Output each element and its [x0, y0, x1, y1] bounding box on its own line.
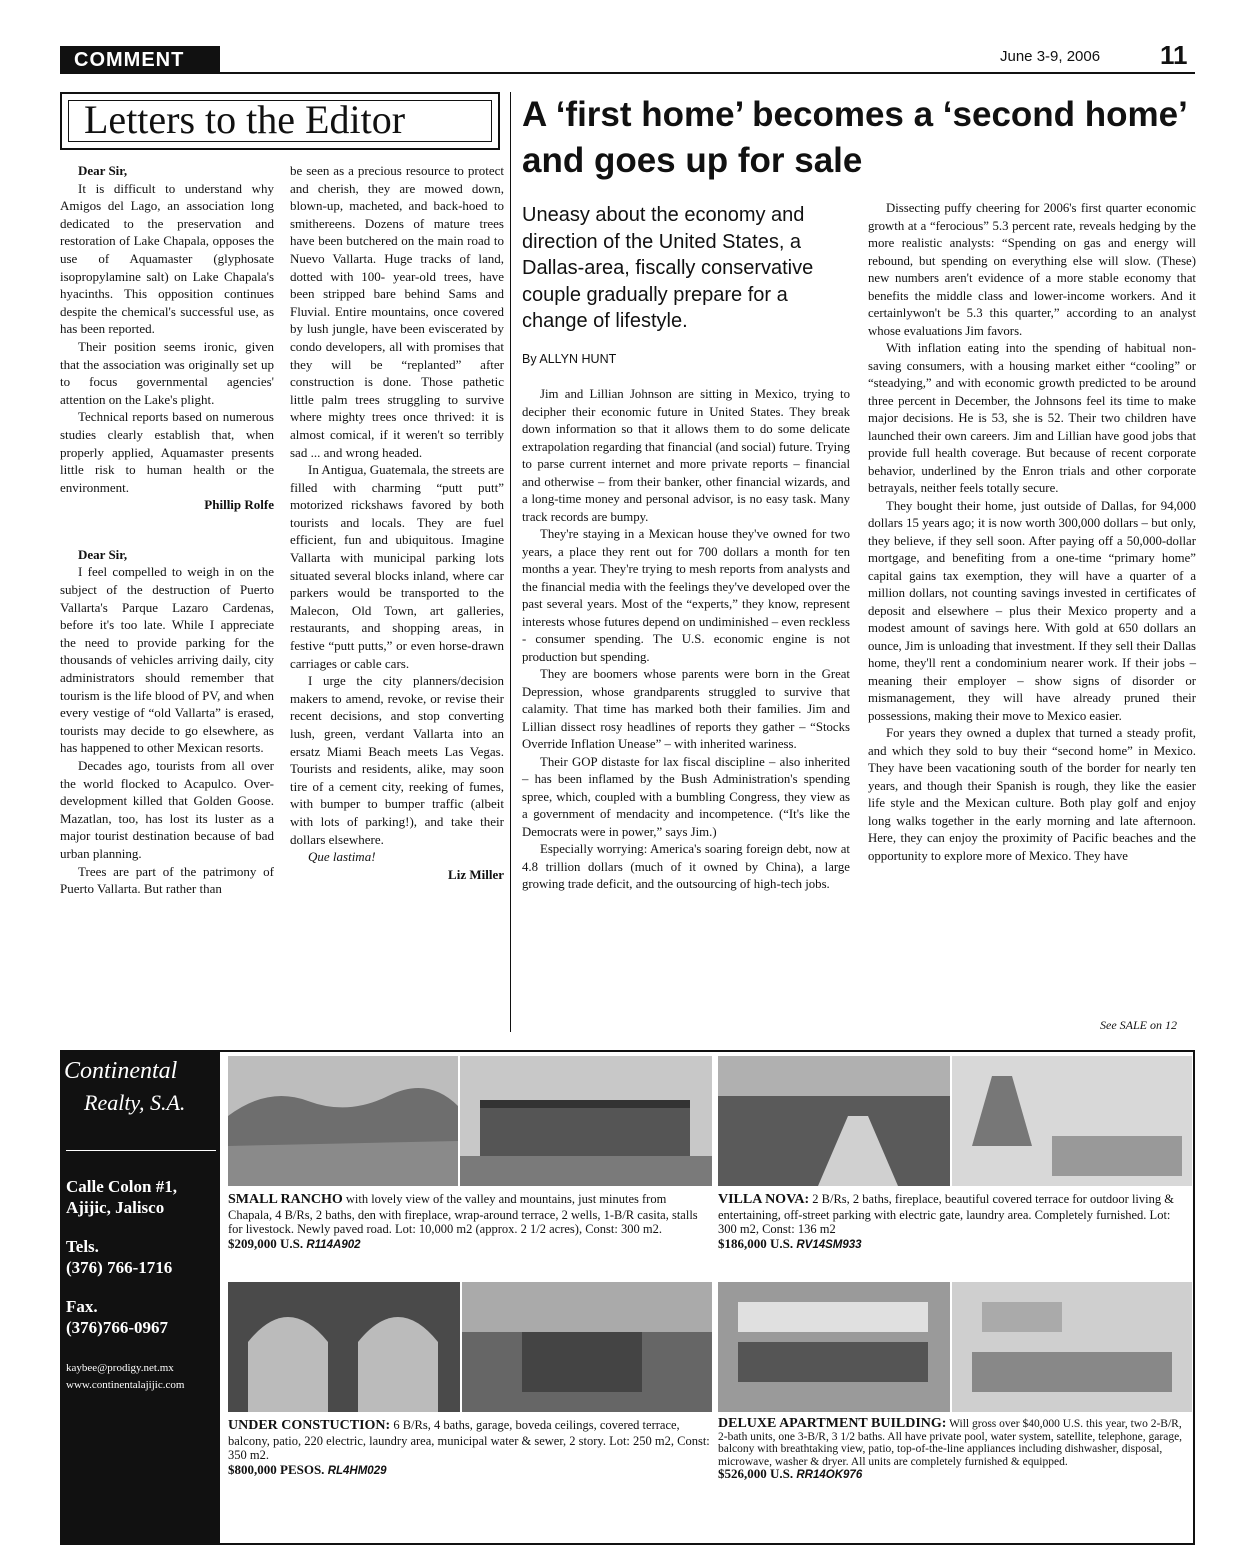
listing-price: $526,000 U.S. — [718, 1466, 794, 1481]
villa-photo-2 — [952, 1056, 1192, 1186]
listing-name: UNDER CONSTUCTION: — [228, 1418, 391, 1433]
column-divider — [510, 92, 511, 1032]
villa-exterior-image — [718, 1056, 950, 1186]
tel-label: Tels. — [66, 1237, 99, 1256]
villa-photo-1 — [718, 1056, 950, 1186]
listing-price: $209,000 U.S. — [228, 1235, 304, 1251]
article-byline: By ALLYN HUNT — [522, 352, 617, 366]
page-number: 11 — [1160, 40, 1188, 70]
listing-description: with lovely view of the valley and mountains, just minutes from Chapala, 4 B/Rs, 2 baths, den with fireplace, wrap-around terrace, 2 wells, 1-B/R casita, stalls for livestock. Newly paved road. Lot: 10,000 m2 (approx. 2 1/2 acres), Const: 300 m2. — [228, 1192, 698, 1236]
apartment-photo-2 — [952, 1282, 1192, 1412]
letter2-salutation: Dear Sir, — [78, 546, 128, 562]
listing-description: 2 B/Rs, 2 baths, fireplace, beautiful covered terrace for outdoor living & entertaining, off-street parking with electric gate, laundry area. Completely furnished. Lot: 300 m2, Const: 136 m2 — [718, 1192, 1174, 1236]
letter2-paragraph: Decades ago, tourists from all over the world flocked to Acapulco. Over-development killed that Golden Goose. Mazatlan, too, has lost its luster as a major tourist destination because of bad urban planning. — [60, 758, 274, 861]
letter2-paragraph: I urge the city planners/decision makers to amend, revoke, or revise their recent decisions, and stop converting lush, green, verdant Vallarta into an ersatz Miami Beach meets Las Vegas. Tourists and residents, alike, may soon tire of a cement city, reeking of fumes, with bumper to bumper traffic (albeit with lots of parking!), and take their dollars elsewhere. — [290, 673, 504, 847]
issue-date: June 3-9, 2006 — [1000, 48, 1101, 65]
listing-name: VILLA NOVA: — [718, 1192, 810, 1207]
article-paragraph: Their GOP distaste for lax fiscal discipline – also inherited – has been inflamed by the Bush Administration's spending spree, which, coupled with a bumbling Congress, they view as a government of mendacity and incompetence. (“It's like the Democrats were in power,” says Jim.) — [522, 754, 850, 839]
listing-description: 6 B/Rs, 4 baths, garage, boveda ceilings, covered terrace, balcony, patio, 220 electric, laundry area, municipal water & sewer, 2 story. Lot: 250 m2, Const: 350 m2. — [228, 1418, 710, 1462]
villa-interior-image — [952, 1056, 1192, 1186]
listing-deluxe-apartment — [718, 1418, 1192, 1482]
tel-number: (376) 766-1716 — [66, 1258, 173, 1277]
address-line: Calle Colon #1, — [66, 1177, 177, 1196]
construction-arches-image — [228, 1282, 460, 1412]
section-tag: COMMENT — [60, 46, 220, 74]
article-paragraph: They bought their home, just outside of Dallas, for 94,000 dollars 15 years ago; it is now worth 300,000 dollars – but only, they believe, if they sell soon. After paying off a 50,000-dollar mortgage, and benefiting from a one-time “primary home” capital gains tax exemption, they will have a quarter of a million dollars, not counting savings invested in certificates of deposit and elsewhere – plus their Mexico property and a modest amount of savings here. With gold at 650 dollars an ounce, Jim is unloading that investment. If they sell their Dallas home, they'll rent a condominium nearer work. If their jobs – meaning their employer – show signs of disorder or mismanagement, they will have already pruned their possessions, making their move to Mexico easier. — [868, 498, 1196, 723]
letters-column-2 — [290, 162, 504, 883]
listing-under-construction — [228, 1418, 712, 1478]
address-line: Ajijic, Jalisco — [66, 1198, 165, 1217]
apartment-exterior-image — [718, 1282, 950, 1412]
article-paragraph: With inflation eating into the spending of habitual non-saving consumers, with a housing market either “cooling” or “steadying,” and with economic growth predicted to be around three percent in December, the Johnsons feel its time to make major decisions. He is 53, she is 52. Their two children have launched their own careers. Jim and Lillian have good jobs that provide full health coverage. But because of recent corporate behavior, underlined by the Enron trials and other corporate betrayals, neither feels totally secure. — [868, 341, 1196, 495]
listing-code: RV14SM933 — [796, 1238, 862, 1251]
article-column-1 — [522, 386, 850, 894]
article-deck: Uneasy about the economy and direction of the United States, a Dallas-area, fiscally conservative couple gradually prepare for a change of lifestyle. — [522, 204, 814, 332]
realty-contact — [66, 1360, 184, 1394]
construction-photo-1 — [228, 1282, 460, 1412]
letters-title: Letters to the Editor — [84, 97, 406, 142]
listing-price: $186,000 U.S. — [718, 1235, 794, 1251]
letter2-paragraph: In Antigua, Guatemala, the streets are filled with charming “putt putt” motorized rickshaws favored by both tourists and locals. They are fuel efficient, fun and ubiquitous. Imagine Vallarta with municipal parking lots situated several blocks inland, where car parkers would be transported to the Malecon, Old Town, art galleries, restaurants, and shopping areas, in festive “putt putts,” or even horse-drawn carriages or cable cars. — [290, 462, 505, 671]
listing-price: $800,000 PESOS. — [228, 1461, 325, 1477]
article-paragraph: Especially worrying: America's soaring foreign debt, now at 4.8 trillion dollars (much of it owned by China), a large growing trade deficit, and the outsourcing of high-tech jobs. — [522, 842, 850, 891]
realty-phone — [66, 1236, 172, 1278]
letter2-continued: be seen as a precious resource to protect and cherish, they are mowed down, blown-up, macheted, and back-hoed to smithereens. Dozens of mature trees have been butchered on the main road to Nuevo Vallarta. Huge tracks of land, dotted with 100- year-old trees, have been stripped bare behind Sams and Fluvial. Entire mountains, once covered by lush jungle, have been eviscerated by condo developers, all with promises that they will be “replanted” after construction is done. Those pathetic little palm trees struggling to survive where mighty trees once thrived: it is almost comical, if it weren't so terribly sad ... and wrong headed. — [290, 163, 504, 460]
article-paragraph: They are boomers whose parents were born in the Great Depression, whose grandparents struggled to survive that calamity. That time has marked both their families. Jim and Lillian dissect rosy headlines of reports they gather – “Stocks Override Inflation Unease” – with inherited wariness. — [522, 667, 850, 751]
realty-email: kaybee@prodigy.net.mx — [66, 1362, 174, 1374]
letter1-paragraph: Their position seems ironic, given that the association was originally set up to focus governmental agencies' attention on the Lake's plight. — [60, 338, 274, 407]
rancho-photo-2 — [460, 1056, 712, 1186]
header-rule — [60, 72, 1195, 74]
article-column-2 — [868, 200, 1196, 865]
logo-divider — [66, 1150, 216, 1151]
rancho-house-image — [460, 1056, 712, 1186]
listing-name: DELUXE APARTMENT BUILDING: — [718, 1416, 947, 1431]
apartment-kitchen-image — [952, 1282, 1192, 1412]
letter1-paragraph: It is difficult to understand why Amigos del Lago, an association long dedicated to the preservation and restoration of Lake Chapala, opposes the use of Aquamaster (glyphosate isopropylamine salt) on Lake Chapala's hyacinths. This opposition continues despite the chemical's successful use, as has been reported. — [60, 180, 274, 337]
letter1-paragraph: Technical reports based on numerous studies clearly establish that, when properly applied, Aquamaster presents little risk to human health or the environment. — [60, 409, 274, 495]
letter1-signature: Phillip Rolfe — [204, 497, 274, 513]
article-paragraph: For years they owned a duplex that turned a steady profit, and which they sold to buy their “second home” in Mexico. They have been vacationing south of the border for nearly ten years, and though their Spanish is rough, they like the easier life style and the Mexican culture. Both play golf and enjoy long walks together in the early morning and late afternoon. Here, they can enjoy the proximity of Pacific beaches and the opportunity to explore more of Mexico. They have — [868, 726, 1196, 863]
listing-code: R114A902 — [306, 1238, 361, 1251]
article-paragraph: Dissecting puffy cheering for 2006's first quarter economic growth at a “ferocious” 5.3 percent rate, reveals hedging by the more realistic analysts: “Spending on gas and energy will rebound, but spending on everything else will slow. (These) new numbers aren't evidence of a more stable economy that benefits the middle class and lower-income workers. And it certainlywon't be 5.3 this quarter,” according to an analyst whose evaluations Jim favors. — [868, 201, 1196, 338]
letter2-paragraph: I feel compelled to weigh in on the subject of the destruction of Puerto Vallarta's Parque Lazaro Cardenas, before it's too late. While I appreciate the need to provide parking for the thousands of vehicles arriving daily, city administrators should remember that tourism is the life blood of PV, and when every vestige of “old Vallarta” is erased, tourists may decide to go elsewhere, as has happened to other Mexican resorts. — [60, 564, 274, 756]
listing-description: Will gross over $40,000 U.S. this year, two 2-B/R, 2-bath units, one 3-B/R, 3 1/2 baths. All have private pool, water system, satellite, telephone, garage, balcony with breathtaking view, patio, top-of-the-line appliances including dishwasher, disposal, microwave, washer & dryer. All units are completely furnished & equipped. — [718, 1418, 1183, 1468]
rancho-photo-1 — [228, 1056, 458, 1186]
letter1-salutation: Dear Sir, — [78, 163, 128, 178]
listing-code: RL4HM029 — [327, 1464, 387, 1477]
construction-photo-2 — [462, 1282, 712, 1412]
realty-logo-line1: Continental — [64, 1058, 178, 1084]
listing-name: SMALL RANCHO — [228, 1192, 343, 1207]
construction-site-image — [462, 1282, 712, 1412]
article-headline: A ‘first home’ becomes a ‘second home’ and goes up for sale — [522, 95, 1186, 180]
listing-small-rancho — [228, 1192, 712, 1252]
fax-label: Fax. — [66, 1297, 98, 1316]
letter2-signature: Liz Miller — [448, 866, 504, 882]
article-jump: See SALE on 12 — [1100, 1018, 1177, 1032]
listing-villa-nova — [718, 1192, 1192, 1252]
realty-address — [66, 1176, 177, 1218]
realty-fax — [66, 1296, 168, 1338]
realty-logo-line2: Realty, S.A. — [84, 1090, 186, 1115]
apartment-photo-1 — [718, 1282, 950, 1412]
rancho-landscape-image — [228, 1056, 458, 1186]
article-paragraph: They're staying in a Mexican house they've owned for two years, a place they rent out for 700 dollars a month for ten months a year. They're trying to mesh reports from analysts and the financial media with the feelings they've developed over the past several years. Most of the “experts,” they know, represent interests whose futures depend on undiminished – even reckless - consumer spending. The U.S. economic engine is not production but spending. — [522, 527, 850, 664]
realty-website: www.continentalajijic.com — [66, 1379, 185, 1391]
letters-column-1 — [60, 162, 274, 898]
article-paragraph: Jim and Lillian Johnson are sitting in Mexico, trying to decipher their economic future in United States. They break down information so that it allows them to do some delicate extrapolation regarding that financial (and social) future. Trying to parse current internet and more private reports – financial and otherwise – from their banker, other financial wizards, and a long-time money and personal advisor, is no easy task. Many track records are bumpy. — [522, 387, 850, 524]
letter2-paragraph: Trees are part of the patrimony of Puerto Vallarta. But rather than — [60, 863, 274, 897]
letter2-closing: Que lastima! — [308, 849, 376, 865]
fax-number: (376)766-0967 — [66, 1318, 168, 1337]
listing-code: RR14OK976 — [796, 1469, 863, 1481]
